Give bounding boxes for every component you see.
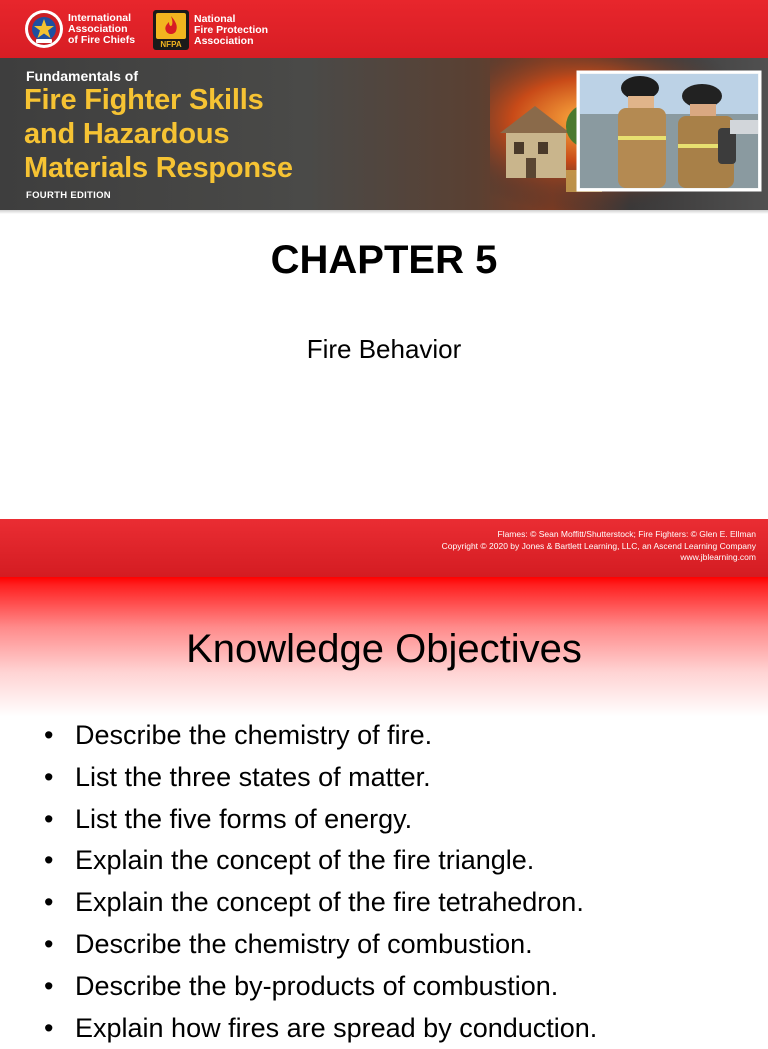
objective-text: Describe the by-products of combustion. <box>75 970 559 1001</box>
banner-fundamentals: Fundamentals of <box>26 68 139 84</box>
svg-text:NFPA: NFPA <box>160 40 182 49</box>
list-item <box>44 840 597 882</box>
objective-text: List the three states of matter. <box>75 761 431 792</box>
iafc-logo-icon <box>24 9 64 49</box>
banner-title-line: Fire Fighter Skills <box>24 84 264 116</box>
objective-text: Explain the concept of the fire tetrahedron. <box>75 887 584 918</box>
nfpa-name: National Fire Protection Association <box>194 12 269 47</box>
iafc-name: International Association of Fire Chiefs <box>68 11 136 46</box>
firefighters-photo <box>490 58 768 213</box>
objectives-slide <box>0 577 768 1043</box>
objective-text: Describe the chemistry of combustion. <box>75 928 533 959</box>
bullet-icon: • <box>44 803 54 834</box>
list-item <box>44 715 597 757</box>
bullet-icon: • <box>44 1012 54 1043</box>
banner-title-line: and Hazardous <box>24 118 230 150</box>
list-item <box>44 882 597 924</box>
book-banner <box>0 58 768 213</box>
credit-line: Copyright © 2020 by Jones & Bartlett Learning, LLC, an Ascend Learning Company <box>441 540 756 551</box>
chapter-subtitle: Fire Behavior <box>306 334 462 364</box>
objective-text: Explain the concept of the fire triangle. <box>75 845 535 876</box>
list-item <box>44 924 597 966</box>
copyright-credits <box>442 529 756 564</box>
nfpa-logo-icon <box>152 9 190 51</box>
list-item <box>44 1008 597 1049</box>
bullet-icon: • <box>44 845 54 876</box>
bullet-icon: • <box>44 928 54 959</box>
bullet-icon: • <box>44 761 54 792</box>
list-item <box>44 757 597 799</box>
bullet-icon: • <box>44 887 54 918</box>
footer-bar <box>0 519 768 577</box>
list-item <box>44 799 597 841</box>
objective-text: Describe the chemistry of fire. <box>75 720 433 750</box>
slide-title: Knowledge Objectives <box>186 627 582 671</box>
publisher-url: www.jblearning.com <box>680 552 756 562</box>
objectives-list <box>44 715 597 1049</box>
nfpa-brand <box>152 9 268 51</box>
bullet-icon: • <box>44 970 54 1001</box>
banner-shadow <box>0 210 768 214</box>
chapter-heading: CHAPTER 5 <box>270 238 498 282</box>
list-item <box>44 966 597 1008</box>
banner-title-line: Materials Response <box>24 152 293 184</box>
credit-line: Flames: © Sean Moffitt/Shutterstock; Fire Fighters: © Glen E. Ellman <box>497 529 756 539</box>
objective-text: Explain how fires are spread by conduction. <box>75 1012 598 1043</box>
iafc-brand <box>24 9 135 49</box>
header-bar <box>0 0 768 58</box>
banner-edition: FOURTH EDITION <box>26 190 111 201</box>
objective-text: List the five forms of energy. <box>75 803 413 834</box>
bullet-icon: • <box>44 720 54 750</box>
